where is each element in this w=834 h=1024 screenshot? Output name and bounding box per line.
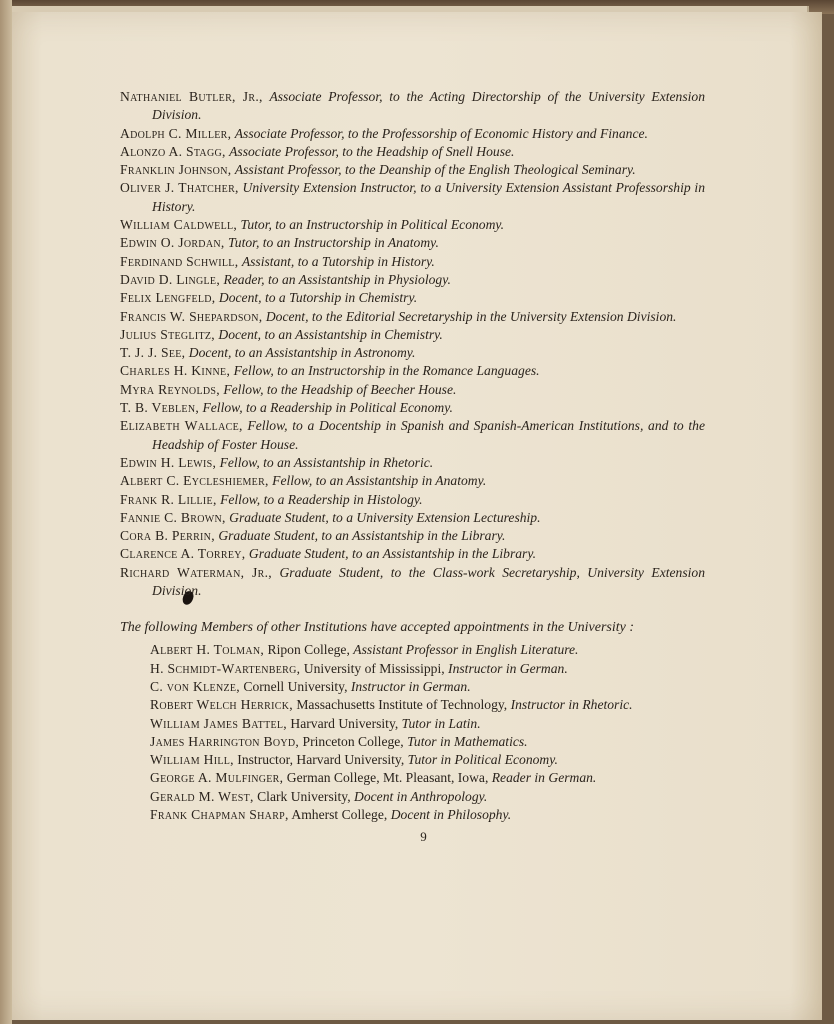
institution: Instructor, Harvard University, (237, 752, 405, 768)
page-number: 9 (420, 829, 427, 845)
appointment-entry (120, 161, 705, 179)
person-name: Francis W. Shepardson, (120, 308, 263, 324)
appointment-description: Graduate Student, to the Class-work Secretaryship, University Extension Division. (152, 564, 705, 599)
person-name: Oliver J. Thatcher, (120, 180, 239, 196)
appointment-entry (120, 527, 705, 545)
person-name: Clarence A. Torrey, (120, 546, 246, 562)
external-appointment-entry (120, 788, 705, 806)
appointment-description: Reader, to an Assistantship in Physiology. (223, 271, 451, 287)
appointment-description: Docent, to an Assistantship in Astronomy. (188, 345, 416, 361)
person-name: Ferdinand Schwill, (120, 253, 239, 269)
person-name: Frank R. Lillie, (120, 491, 217, 507)
appointment-entry (120, 399, 705, 417)
appointment-description: Fellow, to an Assistantship in Anatomy. (272, 473, 487, 489)
person-name: Albert C. Eycleshiemer, (120, 473, 269, 489)
appointment-description: Fellow, to an Instructorship in the Romance Languages. (233, 363, 540, 379)
external-appointment-entry (120, 715, 705, 733)
institution: Harvard University, (290, 715, 399, 731)
person-name: Adolph C. Miller, (120, 125, 232, 141)
binding-edge (0, 0, 12, 1024)
role: Assistant Professor in English Literature. (353, 642, 579, 658)
person-name: William James Battel, (150, 715, 288, 731)
role: Instructor in German. (350, 678, 471, 694)
institution: University of Mississippi, (303, 660, 445, 676)
person-name: Alonzo A. Stagg, (120, 143, 226, 159)
appointment-description: Fellow, to the Headship of Beecher House. (223, 381, 457, 397)
external-appointment-entry (120, 696, 705, 714)
appointment-entry (120, 179, 705, 216)
appointment-entry (120, 234, 705, 252)
appointment-entry (120, 271, 705, 289)
person-name: Gerald M. West, (150, 788, 254, 804)
appointment-entry (120, 308, 705, 326)
appointment-entry (120, 326, 705, 344)
external-appointment-entry (120, 769, 705, 787)
person-name: William Hill, (150, 752, 234, 768)
appointment-entry (120, 362, 705, 380)
appointment-description: Tutor, to an Instructorship in Anatomy. (227, 235, 439, 251)
role: Tutor in Political Economy. (407, 752, 558, 768)
institution: Cornell University, (243, 678, 348, 694)
person-name: C. von Klenze, (150, 678, 240, 694)
role: Docent in Philosophy. (390, 806, 512, 822)
appointment-description: Associate Professor, to the Acting Directorship of the University Extension Division. (152, 89, 705, 123)
appointment-description: Associate Professor, to the Professorship of Economic History and Finance. (234, 125, 648, 141)
appointment-description: Docent, to a Tutorship in Chemistry. (218, 290, 418, 306)
person-name: Julius Steglitz, (120, 326, 215, 342)
appointment-description: Fellow, to a Docentship in Spanish and Spanish-American Institutions, and to the Headship of Foster House. (152, 418, 706, 452)
person-name: Edwin O. Jordan, (120, 235, 225, 251)
appointment-description: Docent, to the Editorial Secretaryship in the University Extension Division. (265, 308, 677, 324)
role: Docent in Anthropology. (354, 788, 488, 804)
external-appointment-entry (120, 733, 705, 751)
role: Tutor in Latin. (401, 715, 481, 731)
appointment-entry (120, 381, 705, 399)
role: Tutor in Mathematics. (407, 733, 528, 749)
external-appointment-entry (120, 751, 705, 769)
appointment-entry (120, 344, 705, 362)
appointment-description: Assistant Professor, to the Deanship of the English Theological Seminary. (234, 162, 636, 178)
appointment-description: Graduate Student, to a University Extension Lectureship. (229, 509, 541, 525)
appointment-description: Fellow, to a Readership in Histology. (220, 491, 423, 507)
appointment-entry (120, 417, 705, 454)
person-name: David D. Lingle, (120, 271, 221, 287)
institution: Amherst College, (291, 806, 388, 822)
appointment-entry (120, 545, 705, 563)
appointment-description: Associate Professor, to the Headship of Snell House. (229, 143, 515, 159)
person-name: Fannie C. Brown, (120, 509, 226, 525)
institution: German College, Mt. Pleasant, Iowa, (286, 770, 489, 786)
appointment-entry (120, 143, 705, 161)
person-name: Myra Reynolds, (120, 381, 220, 397)
person-name: T. B. Veblen, (120, 400, 200, 416)
role: Reader in German. (491, 770, 597, 786)
person-name: Nathaniel Butler, Jr., (120, 89, 263, 104)
appointment-entry (120, 88, 705, 125)
person-name: Elizabeth Wallace, (120, 418, 243, 434)
person-name: Charles H. Kinne, (120, 363, 231, 379)
role: Instructor in Rhetoric. (510, 697, 633, 713)
appointment-description: Graduate Student, to an Assistantship in the Library. (218, 528, 506, 544)
appointment-entry (120, 216, 705, 234)
person-name: Frank Chapman Sharp, (150, 806, 289, 822)
appointment-entry (120, 564, 705, 601)
institution: Ripon College, (267, 642, 350, 658)
person-name: Richard Waterman, Jr., (120, 564, 273, 580)
appointment-description: Graduate Student, to an Assistantship in the Library. (248, 546, 537, 562)
intro-paragraph: The following Members of other Institutions have accepted appointments in the University : (120, 620, 635, 636)
appointment-entry (120, 491, 705, 509)
appointment-description: Tutor, to an Instructorship in Political Economy. (240, 217, 505, 233)
appointment-entry (120, 289, 705, 307)
appointment-description: Fellow, to a Readership in Political Economy. (202, 400, 453, 416)
appointment-entry (120, 454, 705, 472)
role: Instructor in German. (448, 660, 568, 676)
person-name: George A. Mulfinger, (150, 770, 284, 786)
person-name: H. Schmidt-Wartenberg, (150, 660, 301, 676)
external-appointments-list (120, 641, 705, 824)
person-name: Felix Lengfeld, (120, 290, 216, 306)
person-name: William Caldwell, (120, 217, 238, 233)
person-name: Cora B. Perrin, (120, 528, 215, 544)
person-name: James Harrington Boyd, (150, 733, 300, 749)
appointment-description: Assistant, to a Tutorship in History. (241, 253, 435, 269)
appointment-description: Fellow, to an Assistantship in Rhetoric. (219, 454, 434, 470)
appointment-entry (120, 253, 705, 271)
external-appointment-entry (120, 660, 705, 678)
institution: Massachusetts Institute of Technology, (296, 697, 508, 713)
person-name: Albert H. Tolman, (150, 642, 265, 658)
person-name: Franklin Johnson, (120, 162, 232, 178)
person-name: T. J. J. See, (120, 345, 186, 361)
external-appointment-entry (120, 678, 705, 696)
appointments-list (120, 88, 705, 600)
external-appointment-entry (120, 806, 705, 824)
person-name: Edwin H. Lewis, (120, 454, 217, 470)
external-appointment-entry (120, 641, 705, 659)
appointment-description: Docent, to an Assistantship in Chemistry. (218, 326, 443, 342)
page-text (120, 88, 705, 847)
appointment-description: University Extension Instructor, to a University Extension Assistant Professorship in History. (152, 180, 705, 214)
appointment-entry (120, 509, 705, 527)
institution: Princeton College, (302, 733, 404, 749)
appointment-entry (120, 125, 705, 143)
institution: Clark University, (257, 788, 351, 804)
appointment-entry (120, 472, 705, 490)
person-name: Robert Welch Herrick, (150, 697, 293, 713)
